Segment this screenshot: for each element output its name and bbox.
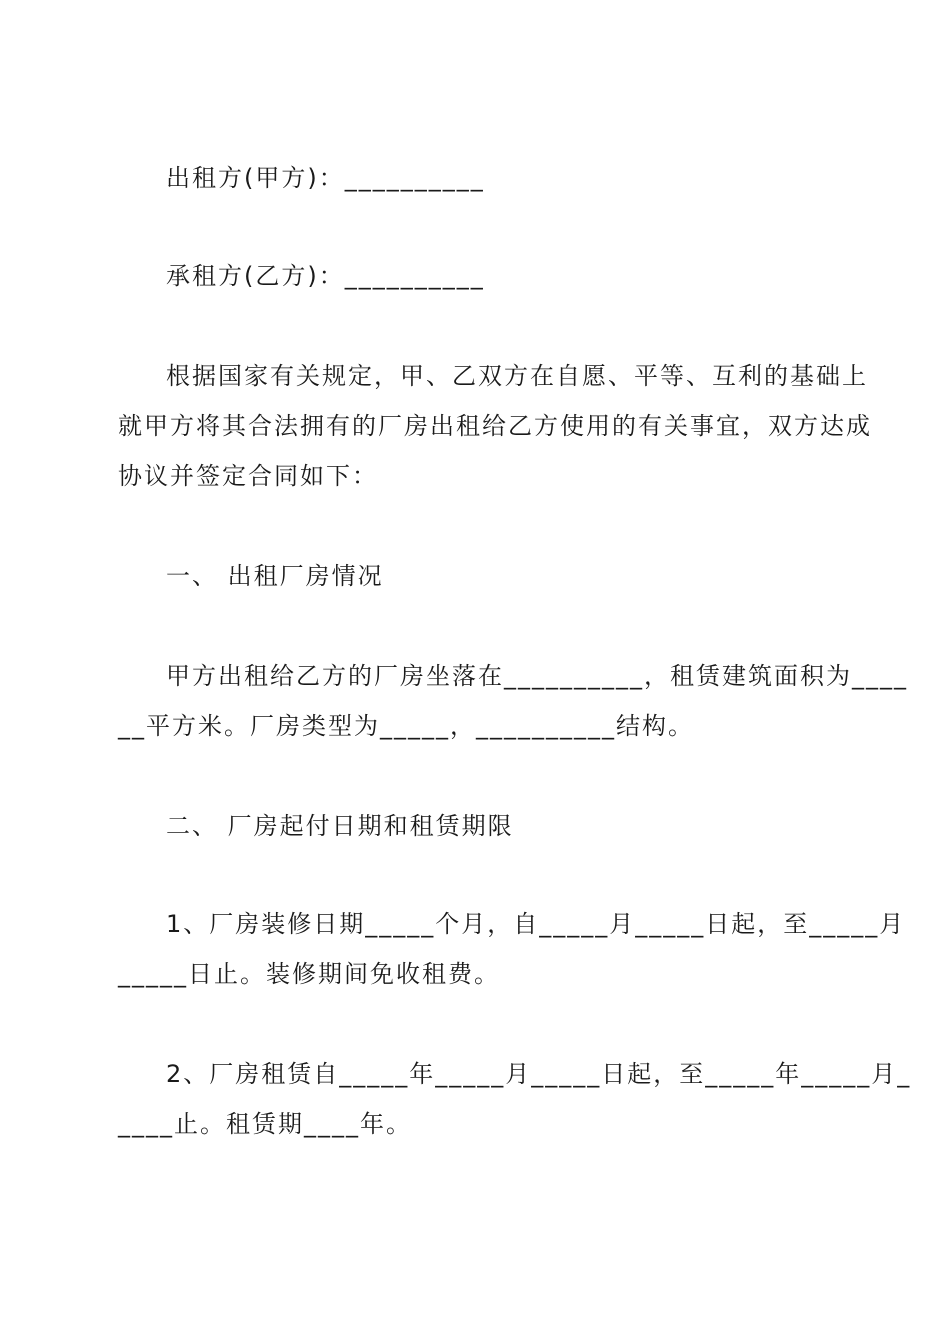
lessor-line: 出租方(甲方)：__________ (166, 164, 485, 192)
intro-paragraph-line-3: 协议并签定合同如下： (118, 462, 378, 490)
section-1-body-line-2: __平方米。厂房类型为_____，__________结构。 (118, 712, 694, 740)
section-2-heading: 二、 厂房起付日期和租赁期限 (166, 812, 514, 840)
section-2-item-2-line-2: ____止。租赁期____年。 (118, 1110, 412, 1138)
intro-paragraph-line-2: 就甲方将其合法拥有的厂房出租给乙方使用的有关事宜，双方达成 (118, 412, 872, 440)
section-2-item-2-line-1: 2、厂房租赁自_____年_____月_____日起，至_____年_____月_ (166, 1060, 912, 1088)
intro-paragraph-line-1: 根据国家有关规定，甲、乙双方在自愿、平等、互利的基础上 (166, 362, 868, 390)
section-2-item-1-line-2: _____日止。装修期间免收租费。 (118, 960, 500, 988)
section-2-item-1-line-1: 1、厂房装修日期_____个月，自_____月_____日起，至_____月 (166, 910, 906, 938)
lessee-line: 承租方(乙方)：__________ (166, 262, 485, 290)
section-1-body-line-1: 甲方出租给乙方的厂房坐落在__________，租赁建筑面积为____ (166, 662, 908, 690)
section-1-heading: 一、 出租厂房情况 (166, 562, 384, 590)
